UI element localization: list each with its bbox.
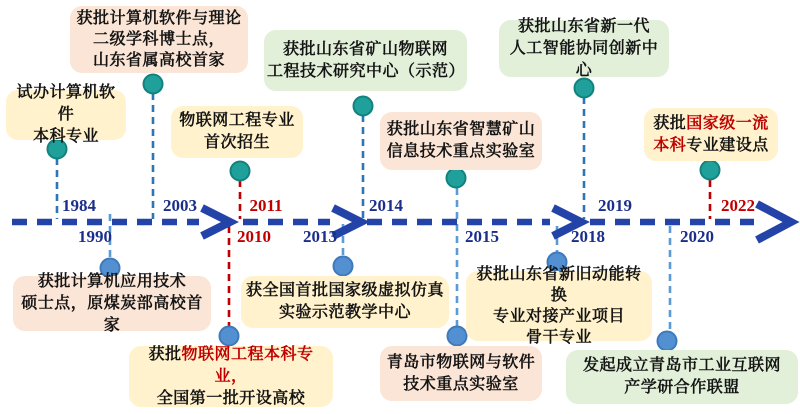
callout-2020-line1: 发起成立青岛市工业互联网: [582, 357, 781, 374]
year-label-2013: 2013: [303, 227, 337, 246]
callout-1990-line1: 获批计算机应用技术: [37, 272, 187, 290]
callout-2019-line1: 获批山东省新一代: [517, 17, 650, 35]
dot-2015-top: [447, 169, 466, 188]
callout-1990: [13, 272, 211, 334]
callout-2015-top: [380, 112, 542, 170]
year-label-2003: 2003: [163, 196, 197, 215]
dot-2003: [144, 75, 163, 94]
callout-1984-line2: 本科专业: [32, 128, 99, 145]
callout-2003-line1: 获批计算机软件与理论: [76, 10, 242, 27]
callout-2010-prefix: 获批: [148, 345, 182, 363]
callout-2014-line2: 工程技术研究中心（示范）: [267, 62, 466, 80]
dot-2014: [354, 97, 373, 116]
callout-2011-line1: 物联网工程专业: [179, 112, 295, 129]
callout-1984: [6, 84, 126, 145]
callout-2015-bottom: [380, 346, 542, 401]
year-label-2019: 2019: [598, 196, 632, 215]
callout-2020-line2: 产学研合作联盟: [624, 379, 740, 396]
year-label-2010: 2010: [237, 227, 271, 246]
callout-2022-line2: [653, 135, 769, 157]
year-label-2022: 2022: [721, 196, 755, 215]
callout-2022-highlight2: 本科: [653, 136, 687, 154]
callout-2022-prefix: 获批: [653, 114, 687, 132]
callout-2018-line3: 骨干专业: [525, 329, 592, 346]
callout-2010-line1: [132, 344, 330, 388]
callout-2013-line2: 实验示范教学中心: [278, 304, 411, 321]
callout-2015-top-line1: 获批山东省智慧矿山: [386, 121, 536, 138]
year-label-2018: 2018: [571, 227, 605, 246]
callout-2018: [466, 266, 652, 346]
callout-2003-line2: 二级学科博士点，: [92, 31, 225, 48]
callout-2022-highlight1: 国家级一流: [686, 114, 769, 132]
dot-2015-bottom: [448, 327, 467, 346]
callout-2015-bottom-line1: 青岛市物联网与软件: [386, 353, 536, 371]
year-label-2011: 2011: [249, 196, 283, 215]
year-label-2020: 2020: [680, 227, 714, 246]
dot-2011: [231, 162, 250, 181]
callout-2022: [644, 108, 778, 161]
dot-2020: [658, 332, 677, 351]
callout-2019-line2: 人工智能协同创新中心: [509, 39, 659, 79]
callout-2003: [70, 6, 248, 73]
callout-2013: [241, 276, 449, 328]
callout-2019: [499, 17, 669, 79]
callout-2020: [566, 350, 798, 404]
dot-2022: [701, 161, 720, 180]
callout-1984-line1: 试办计算机软件: [16, 84, 116, 123]
callout-1990-line2: 硕士点，原煤炭部高校首家: [21, 294, 203, 334]
callout-2014: [264, 30, 467, 91]
callout-2022-line1: [653, 113, 769, 135]
callout-2018-line1: 获批山东省新旧动能转换: [476, 266, 642, 304]
dot-2013: [334, 257, 353, 276]
callout-2003-line3: 山东省属高校首家: [92, 52, 225, 69]
callout-2013-line1: 获全国首批国家级虚拟仿真: [245, 282, 444, 299]
callout-2022-suffix: 专业建设点: [686, 136, 769, 154]
arrowhead-2-icon: [333, 208, 361, 236]
callout-2010: [129, 346, 333, 407]
callout-2010-line2: 全国第一批开设高校: [156, 389, 306, 407]
arrowhead-1-icon: [202, 208, 230, 236]
callout-2014-line1: 获批山东省矿山物联网: [282, 40, 448, 58]
callout-2011: [171, 106, 303, 158]
callout-2015-top-line2: 信息技术重点实验室: [386, 143, 536, 160]
year-label-2014: 2014: [369, 196, 403, 215]
year-label-1990: 1990: [78, 227, 112, 246]
year-label-1984: 1984: [62, 196, 96, 215]
callout-2011-line2: 首次招生: [203, 134, 270, 151]
callout-2010-highlight: 物联网工程本科专业，: [181, 345, 314, 385]
year-label-2015: 2015: [465, 227, 499, 246]
arrowhead-4-icon: [757, 204, 791, 240]
callout-2015-bottom-line2: 技术重点实验室: [403, 375, 519, 393]
callout-2018-line2: 专业对接产业项目: [492, 308, 625, 325]
